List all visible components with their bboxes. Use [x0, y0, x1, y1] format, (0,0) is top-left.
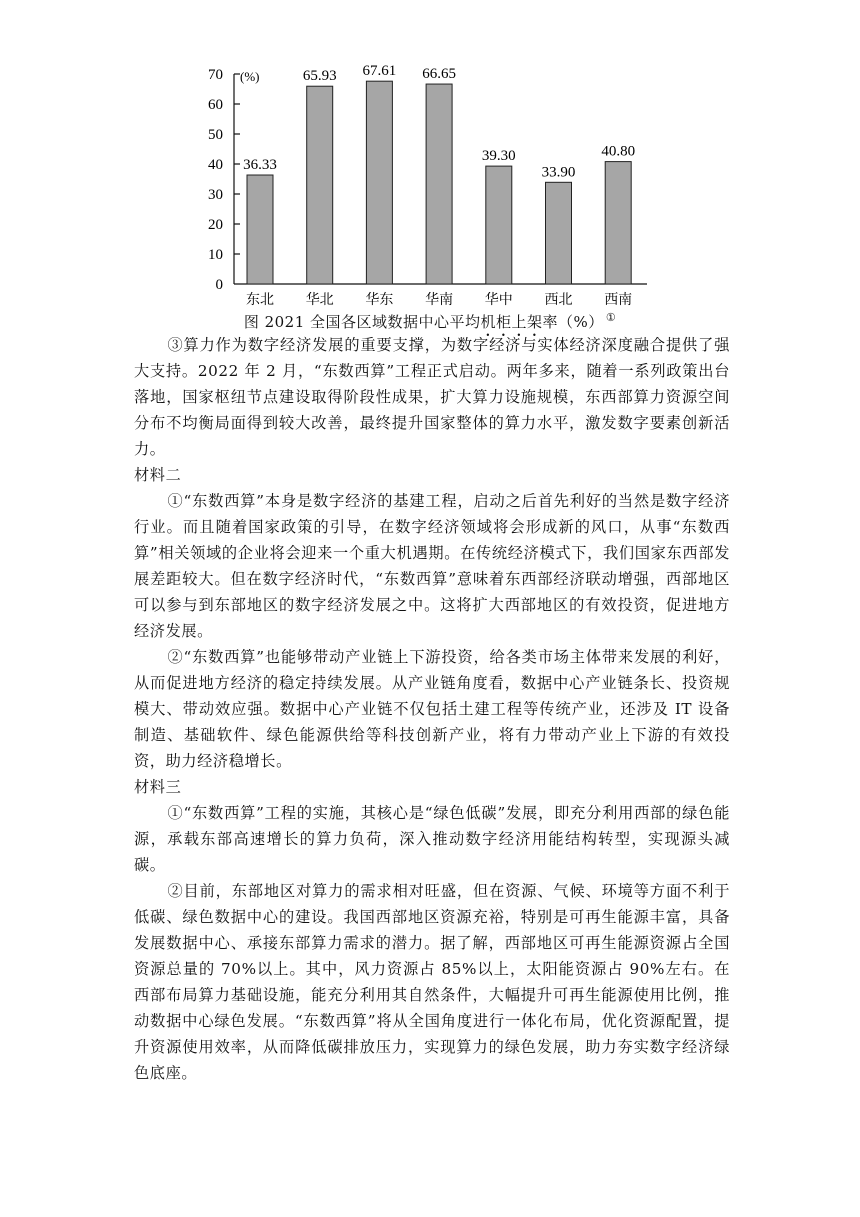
x-tick-label: 西南 [604, 293, 633, 308]
bar-西北 [546, 182, 572, 284]
bar-华东 [366, 81, 392, 284]
y-tick-label: 20 [208, 217, 223, 233]
bars [247, 81, 631, 284]
bar-西南 [605, 162, 631, 284]
x-tick-label: 西北 [544, 293, 573, 308]
y-tick-label: 30 [208, 187, 223, 203]
x-tick-label: 华中 [484, 293, 513, 308]
y-tick-label: 70 [208, 67, 223, 83]
paragraph: ②目前，东部地区对算力的需求相对旺盛，但在资源、气候、环境等方面不利于低碳、绿色数据中心的建设。我国西部地区资源充裕，特别是可再生能源丰富，具备发展数据中心、承接东部算力需求的潜力。据了解，西部地区可再生能源资源占全国资源总量的 70%以上。其中，风力资源占 85%以上，太阳能资源占 90%左右。在西部布局算力基础设施，能充分利用其自然条件，大幅提升可再生能源使用比例，推动数据中心绿色发展。“东数西算”将从全国角度进行一体化布局，优化资源配置，提升资源使用效率，从而降低碳排放压力，实现算力的绿色发展，助力夯实数字经济绿色底座。 [134, 882, 730, 1082]
caption-emphasis: 机柜上架 [480, 313, 543, 331]
x-axis [246, 291, 632, 308]
y-tick-label: 40 [208, 157, 223, 173]
y-tick-label: 60 [208, 97, 223, 113]
data-label: 33.90 [541, 164, 576, 181]
x-tick-label: 华东 [365, 293, 394, 308]
x-tick-label: 华北 [305, 293, 334, 308]
bar-华中 [486, 166, 512, 284]
y-axis-unit-label: (%) [240, 69, 260, 84]
y-tick-label: 0 [215, 277, 223, 293]
caption-prefix: 图 2021 全国各区域数据中心平均 [243, 313, 481, 331]
data-label: 40.80 [601, 143, 636, 160]
paragraph: ③算力作为数字经济发展的重要支撑，为数字经济与实体经济深度融合提供了强大支持。2022 年 2 月，“东数西算”工程正式启动。两年多来，随着一系列政策出台落地，国家枢纽节点建设取得阶段性成果，扩大算力设施规模，东西部算力资源空间分布不均衡局面得到较大改善，最终提升国家整体的算力水平，激发数字要素创新活力。 [134, 336, 730, 458]
caption-footnote: ① [605, 311, 617, 324]
bar-chart [195, 62, 655, 324]
y-tick-label: 50 [208, 127, 223, 143]
paragraph: ①“东数西算”本身是数字经济的基建工程，启动之后首先利好的当然是数字经济行业。而且随着国家政策的引导，在数字经济领域将会形成新的风口，从事“东数西算”相关领域的企业将会迎来一个重大机遇期。在传统经济模式下，我们国家东西部发展差距较大。但在数字经济时代，“东数西算”意味着东西部经济联动增强，西部地区可以参与到东部地区的数字经济发展之中。这将扩大西部地区的有效投资，促进地方经济发展。 [134, 492, 730, 640]
section-heading: 材料三 [134, 778, 182, 796]
x-tick-label: 华南 [425, 293, 454, 308]
bar-华南 [426, 84, 452, 284]
y-tick-label: 10 [208, 247, 223, 263]
bar-东北 [247, 175, 273, 284]
paragraph: ②“东数西算”也能够带动产业链上下游投资，给各类市场主体带来发展的利好，从而促进地方经济的稳定持续发展。从产业链角度看，数据中心产业链条长、投资规模大、带动效应强。数据中心产业链不仅包括土建工程等传统产业，还涉及 IT 设备制造、基础软件、绿色能源供给等科技创新产业，将有力带动产业上下游的有效投资，助力经济稳增长。 [134, 648, 730, 770]
paragraph: ①“东数西算”工程的实施，其核心是“绿色低碳”发展，即充分利用西部的绿色能源，承载东部高速增长的算力负荷，深入推动数字经济用能结构转型，实现源头减碳。 [134, 804, 730, 874]
section-heading: 材料二 [134, 466, 182, 484]
caption-suffix: 率（%） [542, 313, 604, 331]
article-body [134, 332, 730, 1086]
bar-华北 [307, 86, 333, 284]
data-label: 67.61 [362, 63, 397, 80]
data-label: 39.30 [481, 148, 516, 165]
x-tick-label: 东北 [246, 293, 274, 308]
data-label: 65.93 [302, 68, 337, 85]
data-label: 36.33 [243, 157, 277, 174]
data-label: 66.65 [422, 66, 456, 83]
